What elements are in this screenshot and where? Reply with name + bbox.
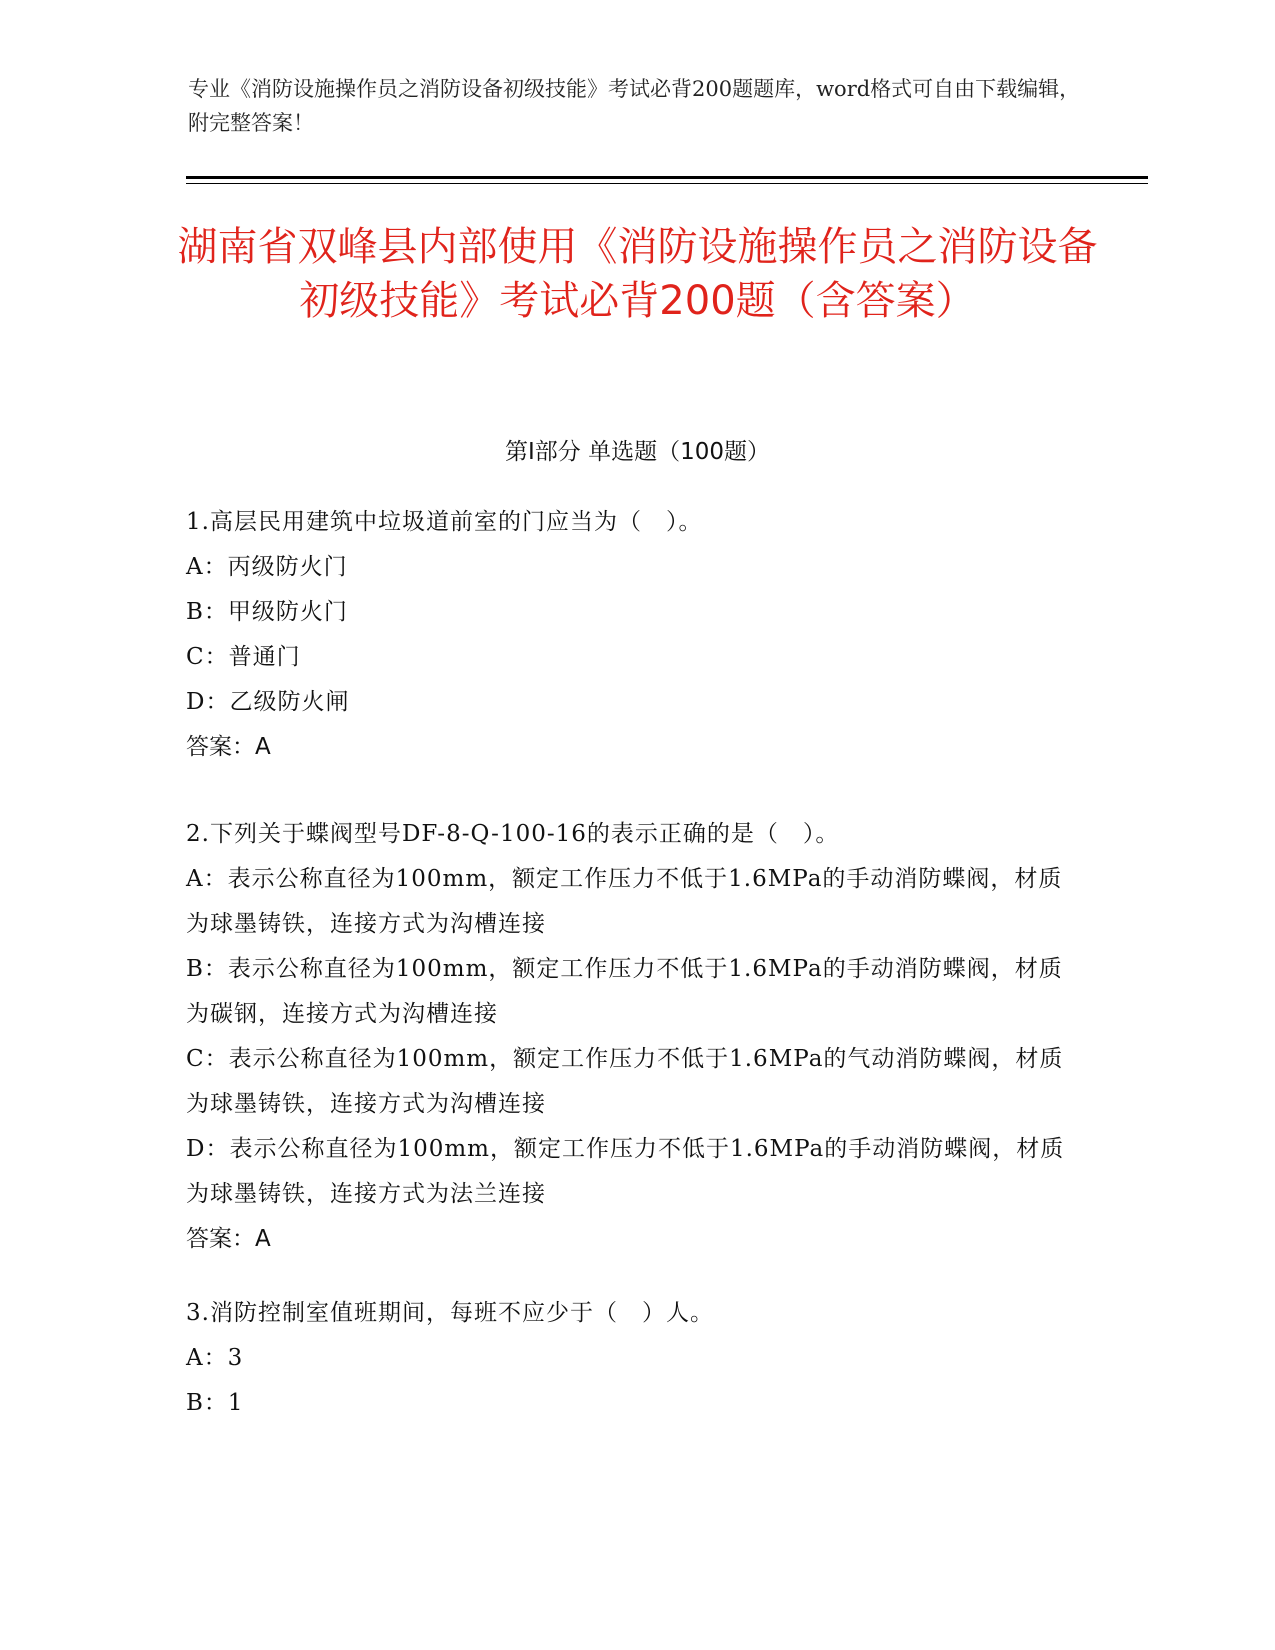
section-heading: 第I部分 单选题（100题）	[505, 439, 770, 465]
header-divider-thick	[186, 176, 1148, 179]
header-divider-thin	[186, 183, 1148, 184]
question-1	[186, 500, 1086, 770]
question-stem: 2.下列关于蝶阀型号DF-8-Q-100-16的表示正确的是（ ）。	[186, 821, 840, 847]
option-d: D：表示公称直径为100mm，额定工作压力不低于1.6MPa的手动消防蝶阀，材质为球墨铸铁，连接方式为法兰连接	[186, 1136, 1065, 1207]
option-b: B：1	[186, 1390, 244, 1416]
option-b: B：甲级防火门	[186, 599, 348, 625]
question-3	[186, 1291, 1086, 1426]
question-stem: 3.消防控制室值班期间，每班不应少于（ ）人。	[186, 1300, 714, 1326]
document-title: 湖南省双峰县内部使用《消防设施操作员之消防设备初级技能》考试必背200题（含答案）	[177, 224, 1098, 324]
question-stem: 1.高层民用建筑中垃圾道前室的门应当为（ ）。	[186, 509, 703, 535]
question-2	[186, 812, 1086, 1262]
option-a: A：3	[186, 1345, 244, 1371]
option-a: A：表示公称直径为100mm，额定工作压力不低于1.6MPa的手动消防蝶阀，材质为球墨铸铁，连接方式为沟槽连接	[186, 866, 1063, 937]
intro-text: 专业《消防设施操作员之消防设备初级技能》考试必背200题题库，word格式可自由下载编辑，附完整答案！	[188, 77, 1081, 135]
option-c: C：普通门	[186, 644, 301, 670]
option-d: D：乙级防火闸	[186, 689, 350, 715]
answer: 答案：A	[186, 1226, 271, 1252]
option-a: A：丙级防火门	[186, 554, 348, 580]
answer: 答案：A	[186, 734, 271, 760]
option-c: C：表示公称直径为100mm，额定工作压力不低于1.6MPa的气动消防蝶阀，材质为球墨铸铁，连接方式为沟槽连接	[186, 1046, 1064, 1117]
option-b: B：表示公称直径为100mm，额定工作压力不低于1.6MPa的手动消防蝶阀，材质为碳钢，连接方式为沟槽连接	[186, 956, 1063, 1027]
